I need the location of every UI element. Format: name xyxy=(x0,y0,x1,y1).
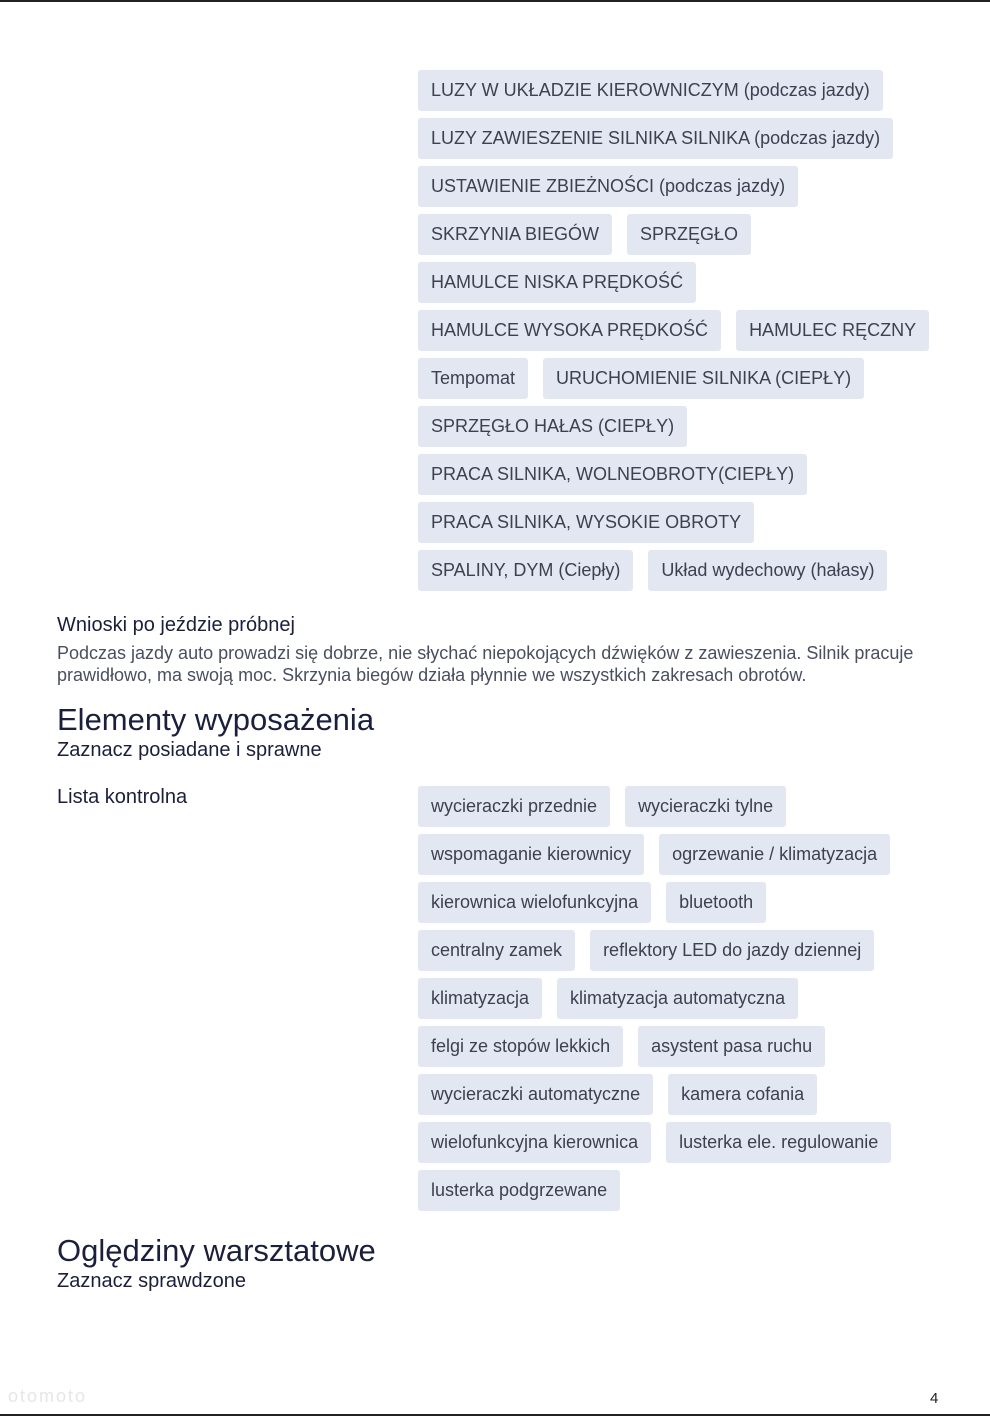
equipment-item-tag: centralny zamek xyxy=(418,930,575,971)
watermark-logo: otomoto xyxy=(8,1386,88,1406)
page-top-border xyxy=(0,0,990,2)
driving-check-tag: USTAWIENIE ZBIEŻNOŚCI (podczas jazdy) xyxy=(418,166,798,207)
driving-checks-list xyxy=(418,70,938,591)
equipment-item-tag: wycieraczki przednie xyxy=(418,786,610,827)
driving-check-tag: PRACA SILNIKA, WYSOKIE OBROTY xyxy=(418,502,754,543)
driving-check-tag: LUZY ZAWIESZENIE SILNIKA SILNIKA (podczas jazdy) xyxy=(418,118,893,159)
equipment-item-tag: reflektory LED do jazdy dziennej xyxy=(590,930,874,971)
equipment-subtitle: Zaznacz posiadane i sprawne xyxy=(57,739,322,761)
workshop-title: Oględziny warsztatowe xyxy=(57,1233,376,1268)
page-bottom-border xyxy=(0,1414,990,1416)
equipment-item-tag: wycieraczki automatyczne xyxy=(418,1074,653,1115)
driving-check-tag: SPALINY, DYM (Ciepły) xyxy=(418,550,633,591)
equipment-item-tag: klimatyzacja automatyczna xyxy=(557,978,798,1019)
equipment-item-tag: lusterka ele. regulowanie xyxy=(666,1122,891,1163)
equipment-item-tag: lusterka podgrzewane xyxy=(418,1170,620,1211)
driving-check-tag: HAMULEC RĘCZNY xyxy=(736,310,929,351)
checklist-label: Lista kontrolna xyxy=(57,786,188,808)
driving-check-tag: LUZY W UKŁADZIE KIEROWNICZYM (podczas jazdy) xyxy=(418,70,883,111)
workshop-subtitle: Zaznacz sprawdzone xyxy=(57,1270,246,1292)
equipment-list xyxy=(418,786,938,1211)
equipment-item-tag: ogrzewanie / klimatyzacja xyxy=(659,834,890,875)
equipment-item-tag: wspomaganie kierownicy xyxy=(418,834,644,875)
driving-check-tag: SPRZĘGŁO xyxy=(627,214,751,255)
equipment-item-tag: wielofunkcyjna kierownica xyxy=(418,1122,651,1163)
page-number: 4 xyxy=(930,1390,939,1407)
driving-check-tag: Tempomat xyxy=(418,358,528,399)
driving-check-tag: SPRZĘGŁO HAŁAS (CIEPŁY) xyxy=(418,406,687,447)
equipment-item-tag: asystent pasa ruchu xyxy=(638,1026,825,1067)
driving-check-tag: PRACA SILNIKA, WOLNEOBROTY(CIEPŁY) xyxy=(418,454,807,495)
equipment-item-tag: klimatyzacja xyxy=(418,978,542,1019)
driving-check-tag: URUCHOMIENIE SILNIKA (CIEPŁY) xyxy=(543,358,864,399)
conclusions-title: Wnioski po jeździe próbnej xyxy=(57,614,295,636)
driving-check-tag: HAMULCE NISKA PRĘDKOŚĆ xyxy=(418,262,696,303)
driving-check-tag: SKRZYNIA BIEGÓW xyxy=(418,214,612,255)
equipment-title: Elementy wyposażenia xyxy=(57,702,375,737)
equipment-item-tag: kamera cofania xyxy=(668,1074,817,1115)
equipment-item-tag: wycieraczki tylne xyxy=(625,786,786,827)
driving-check-tag: HAMULCE WYSOKA PRĘDKOŚĆ xyxy=(418,310,721,351)
equipment-item-tag: kierownica wielofunkcyjna xyxy=(418,882,651,923)
equipment-item-tag: bluetooth xyxy=(666,882,766,923)
conclusions-text: Podczas jazdy auto prowadzi się dobrze, nie słychać niepokojących dźwięków z zawieszenia. Silnik pracuje prawidłowo, ma swoją moc. Skrzynia biegów działa płynnie we wszystkich zakresach obrotów. xyxy=(57,643,914,685)
driving-check-tag: Układ wydechowy (hałasy) xyxy=(648,550,887,591)
equipment-item-tag: felgi ze stopów lekkich xyxy=(418,1026,623,1067)
